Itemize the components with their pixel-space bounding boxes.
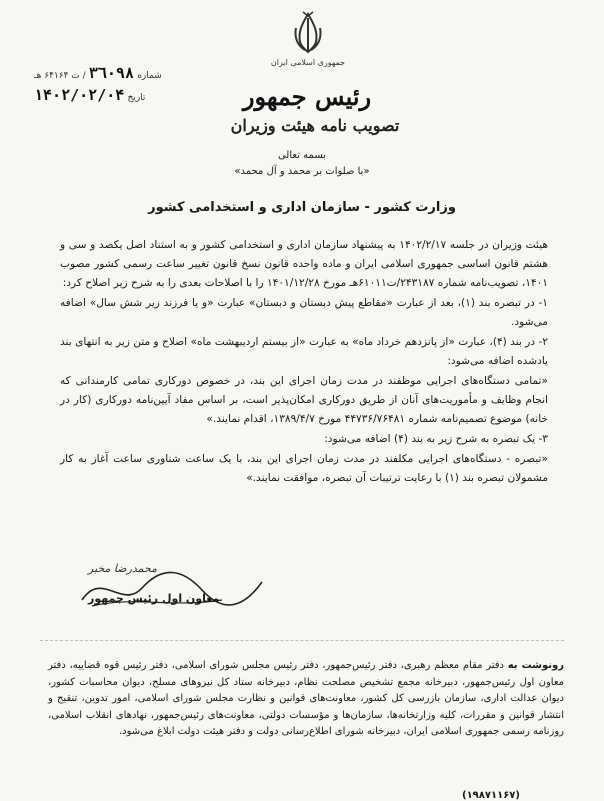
document-code: (۱۹۸۷۱۱۶۷): [462, 790, 520, 801]
republic-label: جمهوری اسلامی ایران: [270, 58, 346, 67]
besm-line: بسمه تعالی: [277, 150, 327, 161]
date-value: ۱۴۰۲/۰۲/۰۴: [34, 86, 125, 104]
cc-lead: رونوشت به: [507, 660, 564, 671]
signatory-name: محمدرضا مخبر: [88, 562, 158, 575]
cabinet-approval-title: تصویب نامه هیئت وزیران: [230, 116, 400, 135]
date-label: تاریخ: [127, 93, 146, 103]
paragraph-quote-1: «تمامی دستگاه‌های اجرایی موظفند در مدت زمان اجرای این بند، در خصوص دورکاری تمامی کارمندانی که انجام وظایف و مأموریت‌های آنان از طریق دورکاری امکان‌پذیر است، بر اساس مفاد آیین‌نامه دورکاری (کار در خانه) موضوع تصمیم‌نامه شماره ۴۴۷۳۶/۷۶۴۸۱ مورخ ۱۳۸۹/۴/۷، اقدام نمایند.»: [60, 375, 548, 425]
iran-emblem-icon: [288, 10, 328, 56]
number-label: شماره: [137, 71, 162, 81]
paragraph-item-3: ۳- یک تبصره به شرح زیر به بند (۴) اضافه می‌شود:: [324, 433, 548, 445]
number-value: ۳٦۰۹۸: [88, 64, 134, 82]
decree-body: [60, 236, 548, 489]
salavat-line: «با صلوات بر محمد و آل محمد»: [234, 166, 370, 177]
recipient-heading: وزارت کشور - سازمان اداری و استخدامی کشور: [148, 200, 456, 215]
cc-list: [48, 658, 564, 741]
paragraph-quote-2: «تبصره - دستگاه‌های اجرایی مکلفند در مدت زمان اجرای این بند، با یک ساعت شناوری ساعت آغاز به کار مشمولان تبصره بند (۱) با رعایت ترتیبات آن تبصره، موافقت نمایند.»: [60, 453, 548, 484]
signatory-title: معاون اول رئیس جمهور: [88, 592, 220, 605]
number-row: [34, 64, 162, 82]
number-suffix: / ت ۶۴۱۶۴ هـ: [34, 71, 86, 81]
president-title: رئیس جمهور: [242, 82, 372, 111]
date-row: [34, 86, 145, 104]
cc-text: دفتر مقام معظم رهبری، دفتر رئیس‌جمهور، دفتر رئیس مجلس شورای اسلامی، دفتر رئیس قوه قضاییه، دفتر معاون اول رئیس‌جمهور، دبیرخانه مجمع تشخیص مصلحت نظام، دبیرخانه ستاد کل نیروهای مسلح، دیوان محاسبات کشور، دیوان عدالت اداری، سازمان بازرسی کل کشور، معاونت‌های قوانین و نظارت مجلس شورای اسلامی، امور تدوین، تنقیح و انتشار قوانین و مقررات، کلیه وزارتخانه‌ها، سازمان‌ها و مؤسسات دولتی، معاونت‌های رئیس‌جمهور، نهادهای انقلاب اسلامی، روزنامه رسمی جمهوری اسلامی ایران، دبیرخانه شورای اطلاع‌رسانی دولت و دفتر هیئت دولت ابلاغ می‌شود.: [48, 660, 564, 737]
paragraph-item-2: ۲- در بند (۴)، عبارت «از پانزدهم خرداد ماه» به عبارت «از بیستم اردیبهشت ماه» اصلاح و متن زیر به انتهای بند یادشده اضافه می‌شود:: [60, 336, 548, 367]
paragraph-item-1: ۱- در تبصره بند (۱)، بعد از عبارت «مقاطع پیش دبستان و دبستان» عبارت «و یا فرزند زیر شش سال» اضافه می‌شود.: [60, 297, 548, 328]
divider: [40, 640, 564, 641]
paragraph-intro: هیئت وزیران در جلسه ۱۴۰۲/۲/۱۷ به پیشنهاد سازمان اداری و استخدامی کشور و به استناد اصل یکصد و سی و هشتم قانون اساسی جمهوری اسلامی ایران و ماده واحده قانون نسخ قانون تغییر ساعت رسمی کشور مصوب ۱۴۰۱، تصویب‌نامه شماره ۲۴۳۱۸۷/ت۶۱۰۱۱هـ مورخ ۱۴۰۱/۱۲/۲۸ را با اصلاحات بعدی را به شرح زیر اصلاح کرد:: [60, 239, 548, 289]
